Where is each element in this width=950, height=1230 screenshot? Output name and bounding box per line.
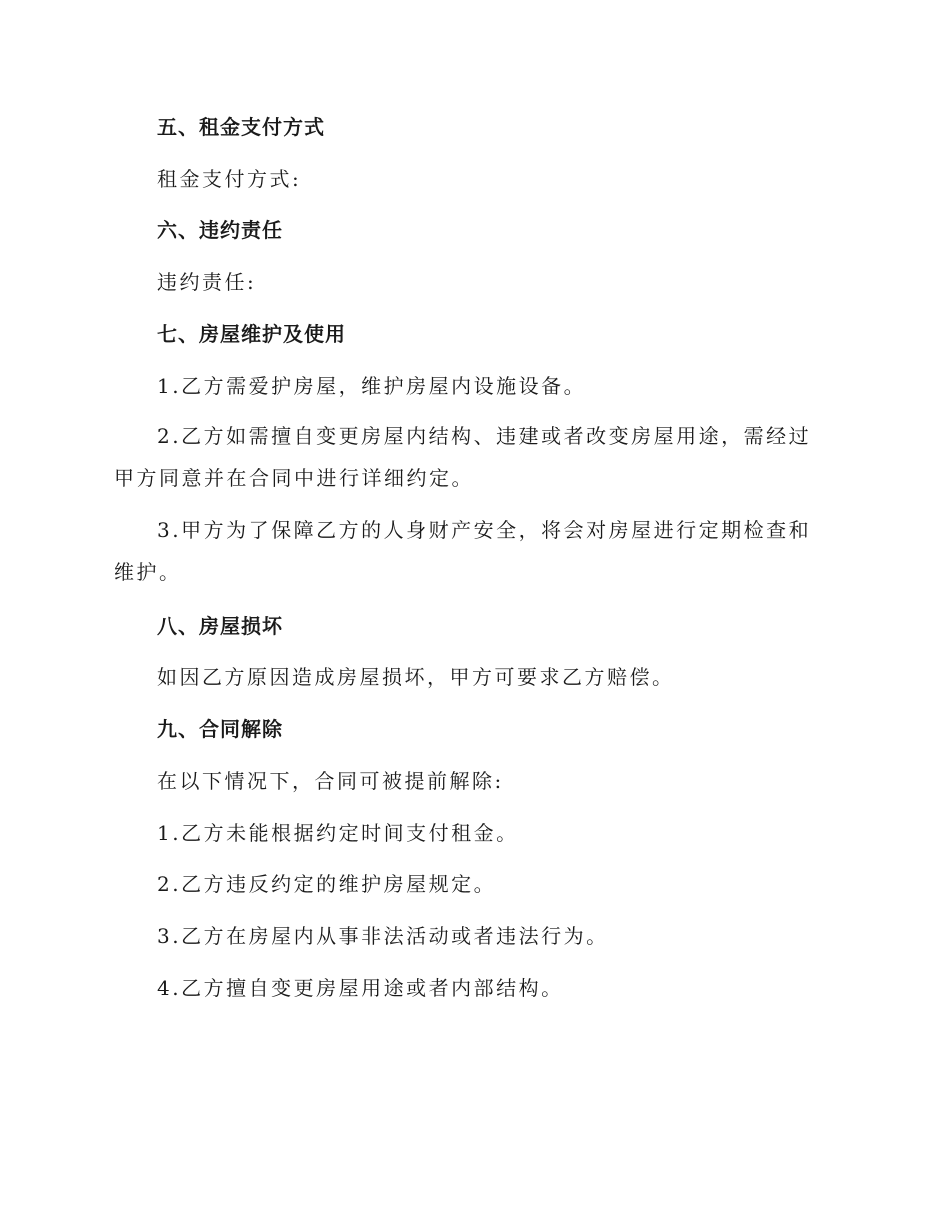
section-7-item-2: 2.乙方如需擅自变更房屋内结构、违建或者改变房屋用途，需经过甲方同意并在合同中进行详细约定。 [114,424,812,490]
section-7-item-3: 3.甲方为了保障乙方的人身财产安全，将会对房屋进行定期检查和维护。 [114,518,812,584]
section-9-item-2: 2.乙方违反约定的维护房屋规定。 [157,872,497,896]
section-9-item-1: 1.乙方未能根据约定时间支付租金。 [157,821,519,845]
section-8-text: 如因乙方原因造成房屋损坏，甲方可要求乙方赔偿。 [157,665,675,689]
section-6-heading: 六、违约责任 [157,218,283,242]
section-8-heading: 八、房屋损坏 [157,614,283,638]
section-9-heading: 九、合同解除 [157,717,283,741]
section-7-item-1: 1.乙方需爱护房屋，维护房屋内设施设备。 [157,374,587,398]
section-9-intro: 在以下情况下，合同可被提前解除: [157,769,504,793]
section-9-item-4: 4.乙方擅自变更房屋用途或者内部结构。 [157,976,564,1000]
section-7-heading: 七、房屋维护及使用 [157,322,346,346]
section-5-text: 租金支付方式: [157,167,302,191]
section-9-item-3: 3.乙方在房屋内从事非法活动或者违法行为。 [157,924,609,948]
section-5-heading: 五、租金支付方式 [157,115,325,139]
section-6-text: 违约责任: [157,270,257,294]
